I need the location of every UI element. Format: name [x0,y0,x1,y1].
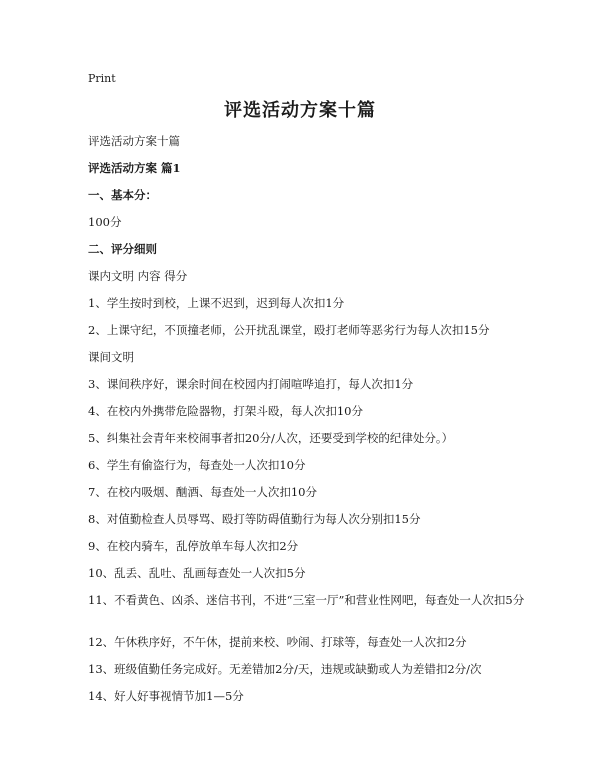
list-item: 14、好人好事视情节加1—5分 [88,689,244,703]
list-item: 12、午休秩序好，不午休，提前来校、吵闹、打球等，每查处一人次扣2分 [88,635,467,649]
document-subtitle: 评选活动方案十篇 [88,134,180,148]
list-item: 4、在校内外携带危险器物，打架斗殴，每人次扣10分 [88,404,363,418]
basic-score-heading: 一、基本分： [88,188,157,202]
basic-score-value: 100分 [88,215,122,229]
document-title: 评选活动方案十篇 [224,100,376,121]
detail-heading: 二、评分细则 [88,242,157,256]
subsection-heading: 课间文明 [88,350,134,364]
list-item: 6、学生有偷盗行为，每查处一人次扣10分 [88,458,306,472]
list-item: 5、纠集社会青年来校闹事者扣20分/人次，还要受到学校的纪律处分。） [88,431,454,445]
list-item: 9、在校内骑车，乱停放单车每人次扣2分 [88,539,299,553]
list-item: 13、班级值勤任务完成好。无差错加2分/天，违规或缺勤或人为差错扣2分/次 [88,662,482,676]
print-link[interactable]: Print [88,72,116,85]
list-item: 7、在校内吸烟、酗酒、每查处一人次扣10分 [88,485,317,499]
list-item: 1、学生按时到校，上课不迟到，迟到每人次扣1分 [88,296,345,310]
list-item: 8、对值勤检查人员辱骂、殴打等防碍值勤行为每人次分别扣15分 [88,512,421,526]
list-item: 2、上课守纪，不顶撞老师，公开扰乱课堂，殴打老师等恶劣行为每人次扣15分 [88,323,490,337]
table-header-text: 课内文明 内容 得分 [88,269,188,283]
list-item: 3、课间秩序好，课余时间在校园内打闹喧哗追打，每人次扣1分 [88,377,414,391]
list-item: 11、不看黄色、凶杀、迷信书刊，不进“三室一厅”和营业性网吧，每查处一人次扣5分 [88,593,525,607]
list-item: 10、乱丢、乱吐、乱画每查处一人次扣5分 [88,566,306,580]
section-heading: 评选活动方案 篇1 [88,161,181,175]
